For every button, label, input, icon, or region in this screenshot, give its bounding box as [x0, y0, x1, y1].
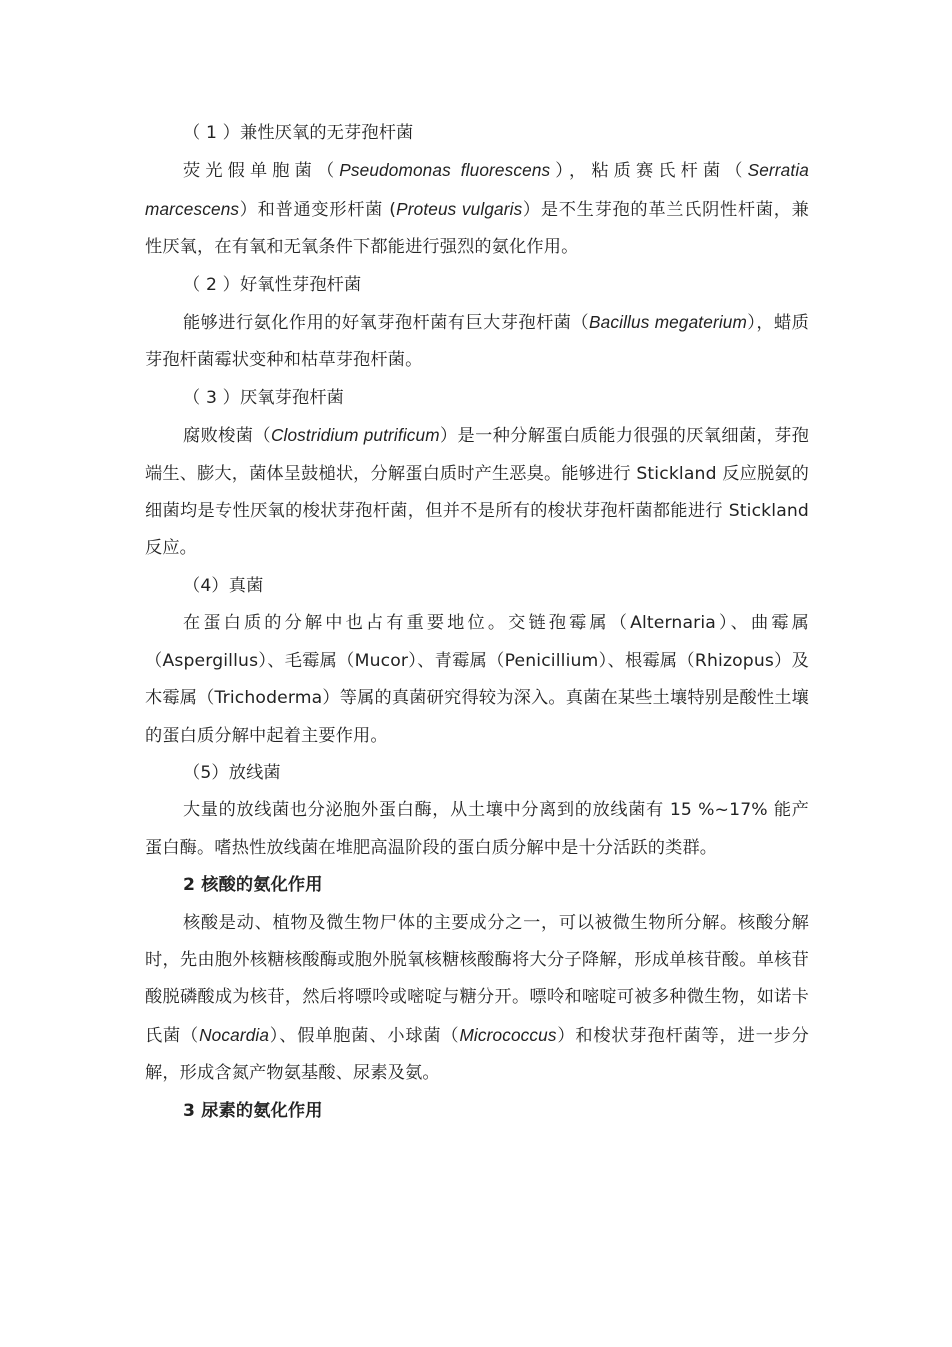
paragraph-anaerobic-bacilli: [145, 417, 809, 568]
document-body: [145, 115, 809, 1130]
species-name: Pseudomonas fluorescens: [339, 160, 551, 181]
genus-name: Nocardia: [199, 1024, 270, 1045]
text-run: ）是不生芽孢的革兰氏阴性杆菌，兼性厌氧，在有氧和无氧条件下都能进行强烈的氨化作用。: [145, 199, 810, 258]
species-name: Serratia marcescens: [145, 160, 809, 219]
species-name: Clostridium putrificum: [270, 425, 440, 446]
section-heading-urea: 3 尿素的氨化作用: [183, 1100, 323, 1121]
text-run: 荧光假单胞菌（: [183, 161, 340, 182]
genus-name: Micrococcus: [459, 1024, 557, 1045]
text-run: ），蜡质芽孢杆菌霉状变种和枯草芽孢杆菌。: [145, 313, 809, 371]
paragraph-aerobic-bacilli: [145, 304, 809, 380]
text-run: ）和梭状芽孢杆菌等，进一步分解，形成含氮产物氨基酸、尿素及氨。: [145, 1025, 809, 1084]
paragraph-fungi: 在蛋白质的分解中也占有重要地位。交链孢霉属（Alternaria）、曲霉属（Aspergillus）、毛霉属（Mucor）、青霉属（Penicillium）、根霉属（Rhizopus）及木霉属（Trichoderma）等属的真菌研究得较为深入。真菌在某些土壤特别是酸性土壤的蛋白质分解中起着主要作用。: [145, 613, 809, 746]
text-run: 核酸是动、植物及微生物尸体的主要成分之一，可以被微生物所分解。核酸分解时，先由胞外核糖核酸酶或胞外脱氧核糖核酸酶将大分子降解，形成单核苷酸。单核苷酸脱磷酸成为核苷，然后将嘌呤或嘧啶与糖分开。嘌呤和嘧啶可被多种微生物，如诺卡氏菌（: [145, 912, 809, 1046]
species-name: Bacillus megaterium: [589, 312, 747, 333]
paragraph-nucleic-acid: [145, 905, 809, 1093]
text-run: 腐败梭菌（: [183, 426, 271, 447]
subheading-facultative-anaerobic-bacilli: （ 1 ）兼性厌氧的无芽孢杆菌: [183, 123, 414, 143]
paragraph-actinomycetes: 大量的放线菌也分泌胞外蛋白酶，从土壤中分离到的放线菌有 15 %~17% 能产蛋白酶。嗜热性放线菌在堆肥高温阶段的蛋白质分解中是十分活跃的类群。: [145, 800, 809, 858]
subheading-actinomycetes: （5）放线菌: [183, 762, 281, 783]
section-heading-nucleic-acid: 2 核酸的氨化作用: [183, 875, 323, 896]
subheading-fungi: （4）真菌: [183, 575, 264, 596]
text-run: ）是一种分解蛋白质能力很强的厌氧细菌，芽孢端生、膨大，菌体呈鼓槌状，分解蛋白质时产生恶臭。能够进行 Stickland 反应脱氨的细菌均是专性厌氧的梭状芽孢杆菌，但并不是所有的梭状芽孢杆菌都能进行 Stickland 反应。: [145, 426, 809, 559]
subheading-anaerobic-spore-bacilli: （ 3 ）厌氧芽孢杆菌: [183, 387, 345, 408]
species-name: Proteus vulgaris: [396, 198, 523, 219]
text-run: ），粘质赛氏杆菌（: [550, 161, 748, 182]
text-run: 能够进行氨化作用的好氧芽孢杆菌有巨大芽孢杆菌（: [183, 313, 590, 334]
subheading-aerobic-spore-bacilli: （ 2 ）好氧性芽孢杆菌: [183, 274, 362, 295]
text-run: ）和普通变形杆菌 (: [239, 199, 397, 220]
text-run: ）、假单胞菌、小球菌（: [269, 1025, 460, 1046]
paragraph-facultative-bacteria: [145, 152, 809, 266]
